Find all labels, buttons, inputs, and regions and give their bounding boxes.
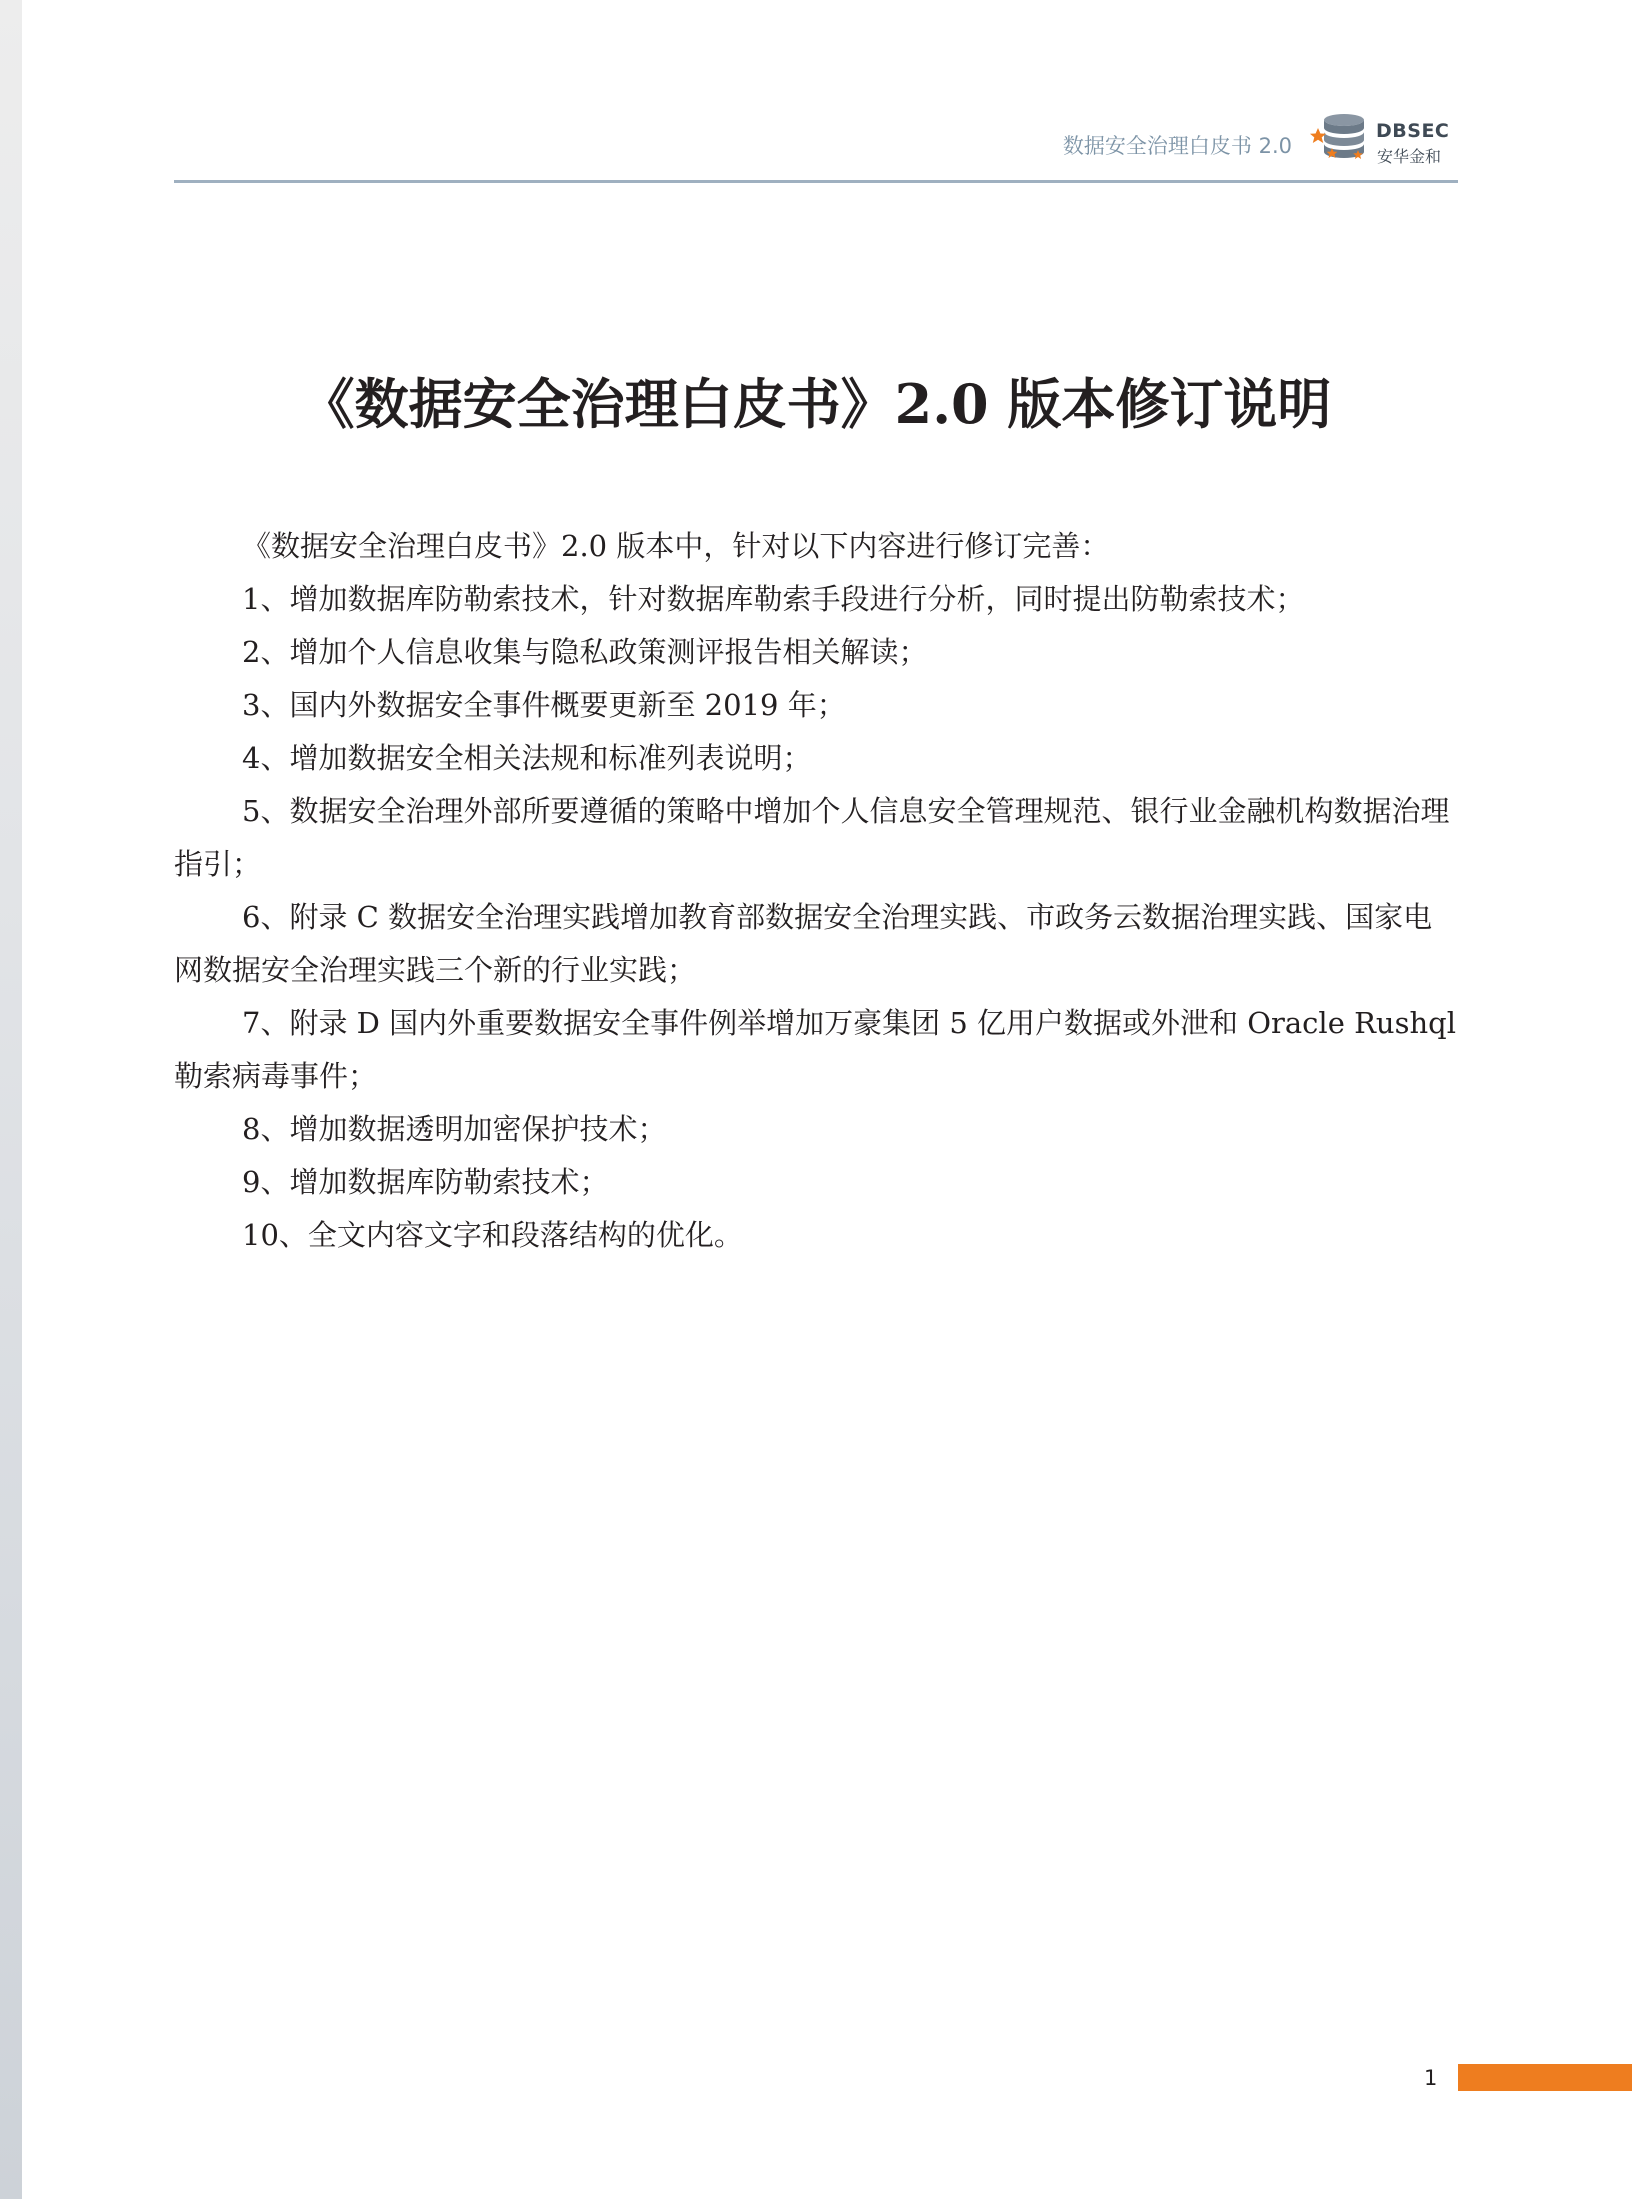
logo-brand-text: DBSEC (1376, 120, 1450, 142)
logo-brand-cn-text: 安华金和 (1377, 147, 1442, 166)
intro-paragraph: 《数据安全治理白皮书》2.0 版本中，针对以下内容进行修订完善： (242, 529, 1110, 563)
revision-item-10: 10、全文内容文字和段落结构的优化。 (242, 1218, 743, 1252)
page-number: 1 (1424, 2066, 1438, 2090)
revision-item-3: 3、国内外数据安全事件概要更新至 2019 年； (242, 688, 846, 722)
revision-item-1: 1、增加数据库防勒索技术，针对数据库勒索手段进行分析，同时提出防勒索技术； (242, 582, 1305, 616)
revision-item-4: 4、增加数据安全相关法规和标准列表说明； (242, 741, 812, 775)
page-number-accent-bar (1458, 2064, 1632, 2091)
running-title: 数据安全治理白皮书 2.0 (1062, 134, 1292, 158)
revision-item-8: 8、增加数据透明加密保护技术； (242, 1112, 667, 1146)
dbsec-logo (1308, 104, 1458, 174)
revision-item-6: 6、附录 C 数据安全治理实践增加教育部数据安全治理实践、市政务云数据治理实践、国家电网数据安全治理实践三个新的行业实践； (174, 900, 1433, 987)
header-rule (174, 180, 1458, 183)
revision-notes (174, 520, 1458, 1262)
revision-item-2: 2、增加个人信息收集与隐私政策测评报告相关解读； (242, 635, 928, 669)
revision-item-9: 9、增加数据库防勒索技术； (242, 1165, 609, 1199)
page-edge-strip (0, 0, 22, 2199)
revision-item-7: 7、附录 D 国内外重要数据安全事件例举增加万豪集团 5 亿用户数据或外泄和 Oracle Rushql 勒索病毒事件； (174, 1006, 1456, 1093)
revision-item-5: 5、数据安全治理外部所要遵循的策略中增加个人信息安全管理规范、银行业金融机构数据治理指引； (174, 794, 1450, 881)
page-header (174, 100, 1458, 180)
page-title: 《数据安全治理白皮书》2.0 版本修订说明 (300, 372, 1332, 436)
database-stars-logo-icon (1308, 106, 1374, 172)
